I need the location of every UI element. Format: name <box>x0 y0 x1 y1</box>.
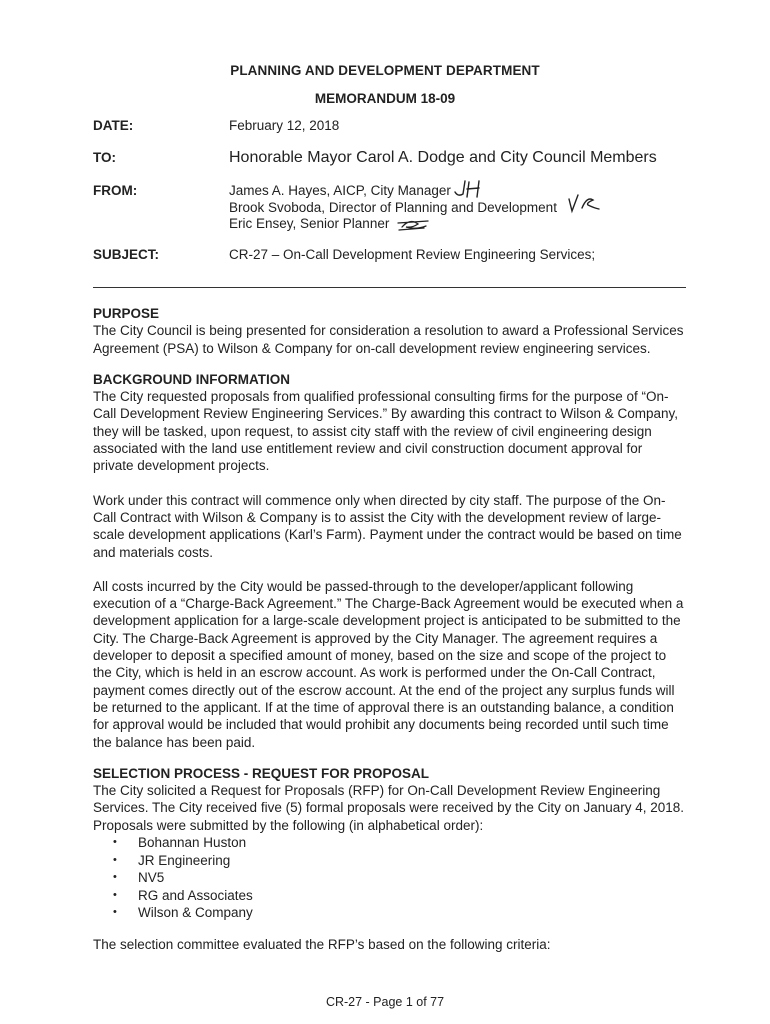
to-value: Honorable Mayor Carol A. Dodge and City Council Members <box>229 149 657 166</box>
purpose-text: The City Council is being presented for consideration a resolution to award a Professional Services Agreement (PSA) to Wilson & Company for on-call development review engineering services. <box>93 323 684 356</box>
list-item: • Wilson & Company <box>113 904 685 922</box>
memo-body <box>93 305 685 953</box>
to-label: TO: <box>93 150 116 165</box>
from-list <box>229 183 557 233</box>
selection-text: The City solicited a Request for Proposals (RFP) for On-Call Development Review Engineering Services. The City received five (5) formal proposals were received by the City on January 4, 2018. Proposals were submitted by the following (in alphabetical order): <box>93 783 685 833</box>
selection-heading: SELECTION PROCESS - REQUEST FOR PROPOSAL <box>93 765 430 781</box>
initials-signature-jh <box>452 178 488 200</box>
from-label: FROM: <box>93 183 138 198</box>
memo-number: MEMORANDUM 18-09 <box>314 91 456 106</box>
department-title: PLANNING AND DEVELOPMENT DEPARTMENT <box>230 63 540 78</box>
purpose-heading: PURPOSE <box>93 306 160 321</box>
date-value: February 12, 2018 <box>229 118 340 133</box>
date-label: DATE: <box>93 118 134 133</box>
list-item: • RG and Associates <box>113 887 685 905</box>
background-paragraph-2: Work under this contract will commence only when directed by city staff. The purpose of the On-Call Contract with Wilson & Company is to assist the City with the development review of large-scale development applications (Karl’s Farm). Payment under the contract would be based on time and materials costs. <box>93 492 682 560</box>
page-footer: CR-27 - Page 1 of 77 <box>325 995 445 1009</box>
header-divider <box>93 287 686 288</box>
subject-value: CR-27 – On-Call Development Review Engineering Services; <box>229 247 596 262</box>
initials-signature-ee <box>396 215 432 233</box>
background-paragraph-3: All costs incurred by the City would be passed-through to the developer/applicant following execution of a “Charge-Back Agreement.” The Charge-Back Agreement would be executed when a development application for a large-scale development project is anticipated to be submitted to the City. The Charge-Back Agreement is approved by the City Manager. The agreement requires a developer to deposit a specified amount of money, based on the size and scope of the project to the City, which is held in an escrow account. As work is performed under the On-Call Contract, payment comes directly out of the escrow account. At the end of the project any surplus funds will be returned to the applicant. If at the time of approval there is an outstanding balance, a condition for approval would be included that would prohibit any documents being recorded until such time the balance has been paid. <box>93 578 684 750</box>
list-item: • NV5 <box>113 869 685 887</box>
background-paragraph-1: The City requested proposals from qualified professional consulting firms for the purpose of “On-Call Development Review Engineering Services.” By awarding this contract to Wilson & Company, they will be tasked, upon request, to assist city staff with the review of civil engineering design associated with the land use entitlement review and civil construction document approval for private development projects. <box>93 389 679 474</box>
background-heading: BACKGROUND INFORMATION <box>93 371 290 387</box>
list-item: • JR Engineering <box>113 852 685 870</box>
proposal-firms-list <box>93 834 685 922</box>
subject-label: SUBJECT: <box>93 247 160 262</box>
from-planning-director: Brook Svoboda, Director of Planning and Development <box>229 199 557 215</box>
list-item: • Bohannan Huston <box>113 834 685 852</box>
initials-signature-bs <box>566 192 602 216</box>
from-senior-planner: Eric Ensey, Senior Planner <box>229 216 390 231</box>
selection-closing: The selection committee evaluated the RFP’s based on the following criteria: <box>93 936 551 952</box>
from-city-manager: James A. Hayes, AICP, City Manager <box>229 183 451 198</box>
